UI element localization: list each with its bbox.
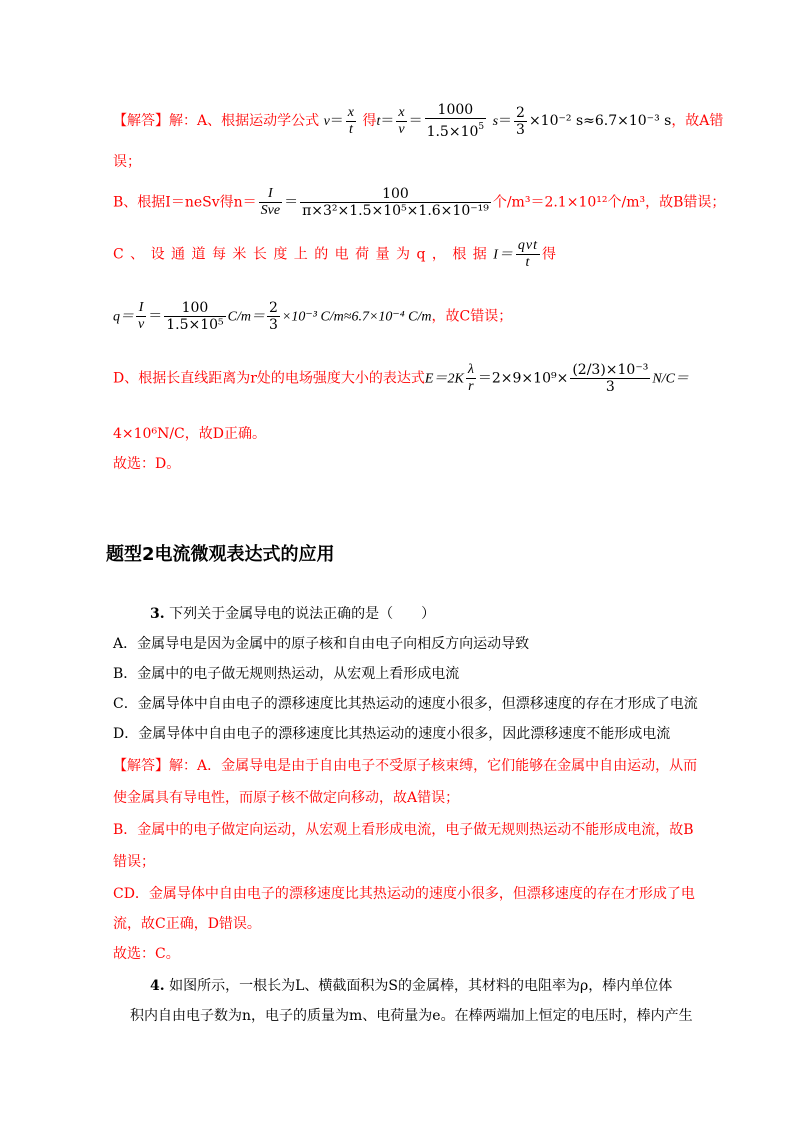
fraction-x-over-t: $\frac{x}{t}$ xyxy=(347,104,355,137)
fraction-two-thirds: $\frac{2}{3}$ xyxy=(516,104,525,138)
answer-c-text: C 、 设 通 道 每 米 长 度 上 的 电 荷 量 为 q ， 根 据 xyxy=(113,246,488,263)
answer-q-result: ，故C错误； xyxy=(431,308,513,325)
answer-a-prefix: 【解答】解：A、根据运动学公式 xyxy=(113,113,320,129)
q4-number: 4. xyxy=(150,978,165,994)
answer1-choose: 故选：D。 xyxy=(113,456,181,472)
answer-a-tail: ×10⁻² s≈6.7×10⁻³ s xyxy=(528,113,672,129)
answer-b-result: 个/m³＝2.1×10¹²个/m³，故B错误； xyxy=(492,194,726,211)
q4-line2: 积内自由电子数为n，电子的质量为m、电荷量为e。在棒两端加上恒定的电压时，棒内产生 xyxy=(130,1008,693,1024)
q3-answer-line: B．金属中的电子做定向运动，从宏观上看形成电流，电子做无规则热运动不能形成电流，故B xyxy=(113,822,694,838)
answer-d-result: 4×10⁶N/C，故D正确。 xyxy=(113,426,266,442)
q3-option-b: B．金属中的电子做无规则热运动，从宏观上看形成电流 xyxy=(113,666,460,682)
q3-stem xyxy=(150,604,435,624)
q4-line1 xyxy=(150,976,672,996)
answer-q-line: q＝ $\frac{I}{v}$ ＝ $\frac{100}{\text{1.5×10⁵}}$ C/m＝ $\frac{2}{3}$ ×10⁻³ C/m≈6.7×10⁻⁴ C/m，故C错误； xyxy=(113,300,513,333)
section-heading: 题型2电流微观表达式的应用 xyxy=(106,544,335,565)
fraction-qvt-over-t: $\frac{\text{qvt}}{t}$ xyxy=(517,238,539,270)
fraction-1000: $\frac{1000}{1.5\times 10^5}$ xyxy=(426,102,485,140)
answer-b-line: B、根据I＝neSv得n＝ $\frac{I}{\text{Sve}}$ ＝ $\frac{100}{\text{π×3²×1.5×10⁵×1.6×10⁻¹⁹}}$ 个/m³＝2.1×10¹²个/m³，故B错误； xyxy=(113,186,726,219)
fraction-lambda-over-r: $\frac{\lambda}{r}$ xyxy=(467,362,474,394)
q3-stem-text: 下列关于金属导电的说法正确的是（ ） xyxy=(169,606,436,622)
answer-d-prefix: D、根据长直线距离为r处的电场强度大小的表达式 xyxy=(113,370,425,387)
q3-answer-line: 使金属具有导电性，而原子核不做定向移动，故A错误； xyxy=(113,790,460,806)
q3-answer-line: 【解答】解：A．金属导电是由于自由电子不受原子核束缚，它们能够在金属中自由运动，从而 xyxy=(113,758,698,774)
q3-option-a: A．金属导电是因为金属中的原子核和自由电子向相反方向运动导致 xyxy=(113,636,530,652)
q3-answer-line: 错误； xyxy=(113,854,155,870)
q3-answer-line: CD．金属导体中自由电子的漂移速度比其热运动的速度小很多，但漂移速度的存在才形成了电 xyxy=(113,886,695,902)
q3-answer-line: 流，故C正确，D错误。 xyxy=(113,916,261,932)
fraction-i-over-sve: $\frac{I}{\text{Sve}}$ xyxy=(260,186,281,218)
answer-a-de: 得 xyxy=(362,113,377,129)
q3-option-d: D．金属导体中自由电子的漂移速度比其热运动的速度小很多，因此漂移速度不能形成电流 xyxy=(113,726,671,742)
fraction-100-big: $\frac{100}{\text{π×3²×1.5×10⁵×1.6×10⁻¹⁹}}$ xyxy=(302,186,489,219)
fraction-nested: $\frac{\text{(2/3)×10⁻³}}{3}$ xyxy=(572,362,649,395)
fraction-100-small: $\frac{100}{\text{1.5×10⁵}}$ xyxy=(166,300,224,333)
q3-answer-line: 故选：C。 xyxy=(113,946,180,962)
formula-v: v xyxy=(323,114,330,129)
fraction-two-thirds-b: $\frac{2}{3}$ xyxy=(268,300,278,333)
answer-a-line: 【解答】解：A、根据运动学公式 v＝ $\frac{x}{t}$ 得t＝ $\frac{x}{v}$ ＝ $\frac{1000}{1.5\times 10^5}$ s＝ $\frac{2}{3}$ ×10⁻² s≈6.7×10⁻³ s，故A错 xyxy=(113,102,724,140)
q3-number: 3. xyxy=(150,606,165,622)
answer-a-result: ，故A错 xyxy=(671,113,724,129)
answer-c-line: C 、 设 通 道 每 米 长 度 上 的 电 荷 量 为 q ， 根 据 I＝ $\frac{\text{qvt}}{t}$ 得 xyxy=(113,238,558,270)
q4-text-1: 如图所示，一根长为L、横截面积为S的金属棒，其材料的电阻率为ρ，棒内单位体 xyxy=(169,978,673,994)
answer-d-line: D、根据长直线距离为r处的电场强度大小的表达式E＝2K $\frac{\lambda}{r}$ ＝2×9×10⁹× $\frac{\text{(2/3)×10⁻³}}{3}$ N/C＝ xyxy=(113,362,689,395)
fraction-x-over-v: $\frac{x}{v}$ xyxy=(398,104,405,137)
q3-option-c: C．金属导体中自由电子的漂移速度比其热运动的速度小很多，但漂移速度的存在才形成了电流 xyxy=(113,696,698,712)
answer-a-wrong: 误； xyxy=(113,154,141,170)
answer-b-prefix: B、根据I＝neSv得n＝ xyxy=(113,194,257,211)
fraction-i-over-v: $\frac{I}{v}$ xyxy=(138,300,145,332)
